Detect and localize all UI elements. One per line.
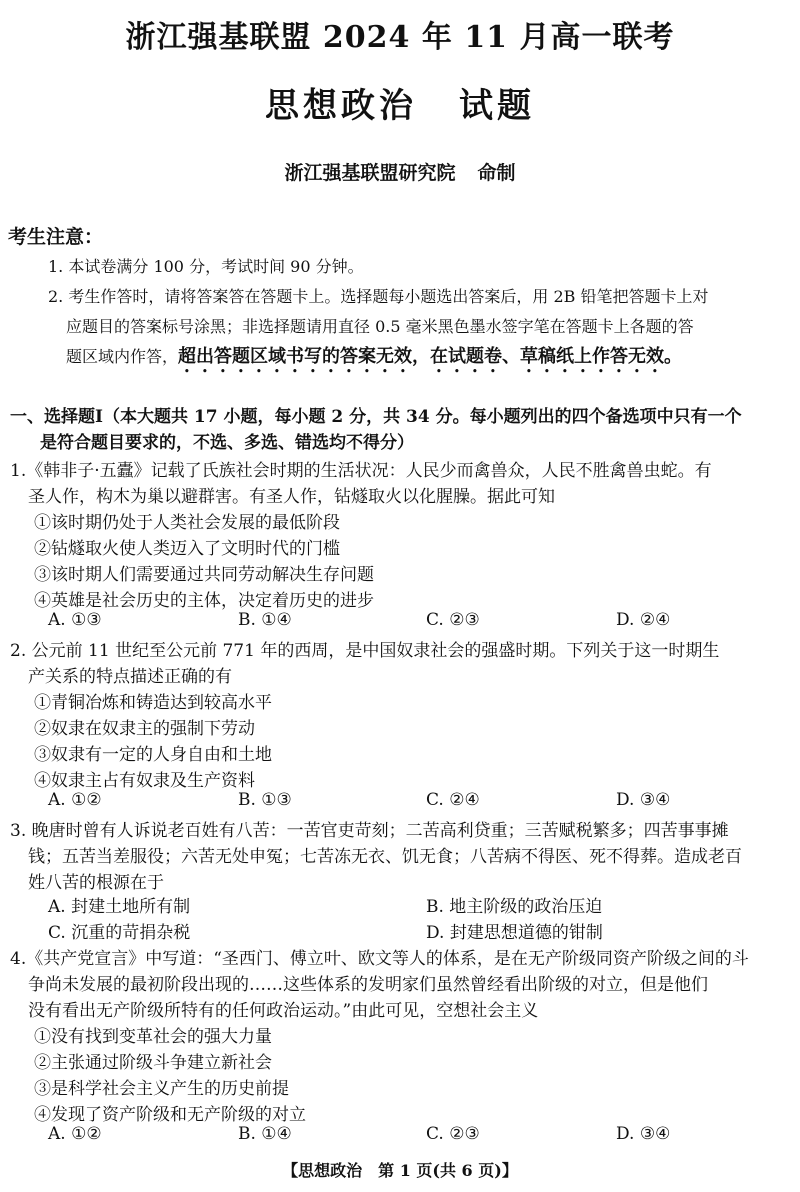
subject-suffix: 试题 — [459, 86, 535, 126]
exam-title: 浙江强基联盟 2024 年 11 月高一联考 — [125, 20, 675, 55]
question-1-choice-d: D. ②④ — [616, 610, 671, 630]
question-2-item-3: ③奴隶有一定的人身自由和土地 — [34, 745, 272, 765]
question-4-item-4: ④发现了资产阶级和无产阶级的对立 — [34, 1105, 306, 1125]
question-4-choice-c: C. ②③ — [426, 1124, 480, 1144]
question-3-choice-c: C. 沉重的苛捐杂税 — [48, 923, 191, 943]
question-2-choice-b: B. ①③ — [238, 790, 292, 810]
question-2-stem-line-2: 产关系的特点描述正确的有 — [28, 667, 232, 687]
question-2-item-1: ①青铜冶炼和铸造达到较高水平 — [34, 693, 272, 713]
notice-item-2-line-3 — [66, 342, 788, 377]
question-3-choices-row-2 — [48, 918, 788, 944]
question-1-choice-c: C. ②③ — [426, 610, 480, 630]
question-2-stem-line-1: 2. 公元前 11 世纪至公元前 771 年的西周，是中国奴隶社会的强盛时期。下列关于这一时期生 — [10, 641, 720, 661]
page-footer: 【思想政治 第 1 页(共 6 页)】 — [282, 1161, 518, 1180]
question-4-stem-line-1: 4.《共产党宣言》中写道：“圣西门、傅立叶、欧文等人的体系，是在无产阶级同资产阶级之间的斗 — [10, 949, 749, 969]
author-suffix: 命制 — [477, 162, 516, 184]
question-4-choice-a: A. ①② — [48, 1124, 102, 1144]
question-4-item-3: ③是科学社会主义产生的历史前提 — [34, 1079, 289, 1099]
question-1-stem-line-1: 1.《韩非子·五蠹》记载了氏族社会时期的生活状况：人民少而禽兽众，人民不胜禽兽虫蛇。有 — [10, 461, 712, 481]
section-1-heading-line-2: 是符合题目要求的，不选、多选、错选均不得分） — [40, 433, 414, 453]
notice-item-2-line-2: 应题目的答案标号涂黑；非选择题请用直径 0.5 毫米黑色墨水签字笔在答题卡上各题的答 — [66, 317, 694, 336]
subject-name: 思想政治 — [265, 86, 417, 126]
question-2-item-2: ②奴隶在奴隶主的强制下劳动 — [34, 719, 255, 739]
question-3-stem-line-1: 3. 晚唐时曾有人诉说老百姓有八苦：一苦官吏苛刻；二苦高利贷重；三苦赋税繁多；四苦事事摊 — [10, 821, 729, 841]
question-3-stem-line-2: 钱；五苦当差服役；六苦无处申冤；七苦冻无衣、饥无食；八苦病不得医、死不得葬。造成老百 — [28, 847, 742, 867]
question-3-choice-b: B. 地主阶级的政治压迫 — [426, 897, 603, 917]
section-1-heading-line-1: 一、选择题Ⅰ（本大题共 17 小题，每小题 2 分，共 34 分。每小题列出的四个备选项中只有一个 — [10, 407, 742, 427]
question-2-choices — [48, 790, 788, 816]
question-4-item-1: ①没有找到变革社会的强大力量 — [34, 1027, 272, 1047]
question-2-choice-d: D. ③④ — [616, 790, 671, 810]
notice-item-2-line-1: 2. 考生作答时，请将答案答在答题卡上。选择题每小题选出答案后，用 2B 铅笔把答题卡上对 — [48, 287, 709, 306]
question-3-stem-line-3: 姓八苦的根源在于 — [28, 873, 164, 893]
question-4-choice-b: B. ①④ — [238, 1124, 292, 1144]
question-1-item-4: ④英雄是社会历史的主体，决定着历史的进步 — [34, 591, 374, 611]
author-name: 浙江强基联盟研究院 — [284, 162, 456, 184]
notice-emphasis: 超出答题区域书写的答案无效，在试题卷、草稿纸上作答无效。 — [178, 346, 683, 367]
question-2-choice-a: A. ①② — [48, 790, 102, 810]
question-2-item-4: ④奴隶主占有奴隶及生产资料 — [34, 771, 255, 791]
question-4-choice-d: D. ③④ — [616, 1124, 671, 1144]
question-3-choices-row-1 — [48, 892, 788, 918]
question-1-choice-a: A. ①③ — [48, 610, 102, 630]
question-4-stem-line-2: 争尚未发展的最初阶段出现的……这些体系的发明家们虽然曾经看出阶级的对立，但是他们 — [28, 975, 708, 995]
question-1-choices — [48, 610, 788, 636]
question-1-item-3: ③该时期人们需要通过共同劳动解决生存问题 — [34, 565, 374, 585]
question-1-item-2: ②钻燧取火使人类迈入了文明时代的门槛 — [34, 539, 340, 559]
question-4-stem-line-3: 没有看出无产阶级所特有的任何政治运动。”由此可见，空想社会主义 — [28, 1001, 539, 1021]
question-3-choice-a: A. 封建土地所有制 — [48, 897, 191, 917]
notice-item-1: 1. 本试卷满分 100 分，考试时间 90 分钟。 — [48, 257, 364, 276]
notice-item-2-line-3-plain: 题区域内作答， — [66, 347, 179, 366]
question-1-stem-line-2: 圣人作，构木为巢以避群害。有圣人作，钻燧取火以化腥臊。据此可知 — [28, 487, 555, 507]
author-line — [0, 158, 800, 185]
question-4-choices — [48, 1124, 788, 1150]
question-4-item-2: ②主张通过阶级斗争建立新社会 — [34, 1053, 272, 1073]
notice-heading: 考生注意： — [8, 226, 104, 248]
question-3-choice-d: D. 封建思想道德的钳制 — [426, 923, 603, 943]
question-2-choice-c: C. ②④ — [426, 790, 480, 810]
question-1-item-1: ①该时期仍处于人类社会发展的最低阶段 — [34, 513, 340, 533]
question-1-choice-b: B. ①④ — [238, 610, 292, 630]
subject-title — [0, 78, 800, 127]
